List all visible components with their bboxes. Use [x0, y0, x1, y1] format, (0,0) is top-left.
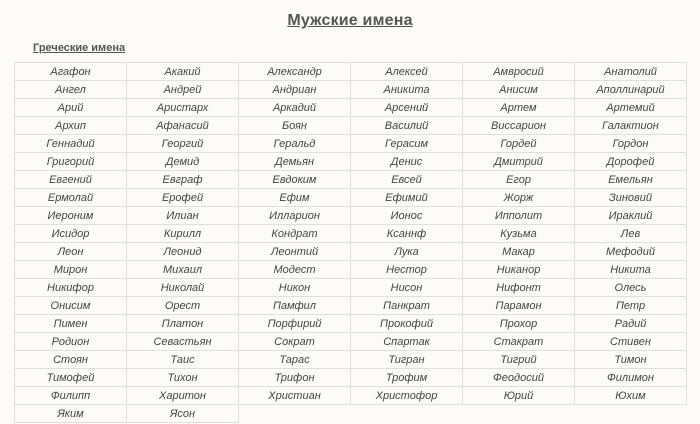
- name-cell: Панкрат: [351, 297, 463, 315]
- name-cell: Амвросий: [463, 63, 575, 81]
- name-cell: Ясон: [127, 405, 239, 423]
- name-cell: Юрий: [463, 387, 575, 405]
- name-cell: Евграф: [127, 171, 239, 189]
- table-row: [15, 153, 687, 171]
- name-cell: Нисон: [351, 279, 463, 297]
- name-cell: Леонид: [127, 243, 239, 261]
- name-cell: Григорий: [15, 153, 127, 171]
- name-cell: Георгий: [127, 135, 239, 153]
- name-cell: Кондрат: [239, 225, 351, 243]
- name-cell: Аникита: [351, 81, 463, 99]
- name-cell: Трифон: [239, 369, 351, 387]
- name-cell: Геннадий: [15, 135, 127, 153]
- name-cell: Андриан: [239, 81, 351, 99]
- name-cell: Спартак: [351, 333, 463, 351]
- table-row: [15, 369, 687, 387]
- names-table-body: [15, 63, 687, 423]
- table-row: [15, 63, 687, 81]
- name-cell: Николай: [127, 279, 239, 297]
- name-cell: Никанор: [463, 261, 575, 279]
- name-cell: Гордей: [463, 135, 575, 153]
- table-row: [15, 333, 687, 351]
- name-cell: Ионос: [351, 207, 463, 225]
- name-cell: Ерофей: [127, 189, 239, 207]
- table-row: [15, 117, 687, 135]
- name-cell: Герасим: [351, 135, 463, 153]
- name-cell: Прокофий: [351, 315, 463, 333]
- name-cell: Севастьян: [127, 333, 239, 351]
- name-cell: Аполлинарий: [575, 81, 687, 99]
- name-cell: Кирилл: [127, 225, 239, 243]
- name-cell: Таис: [127, 351, 239, 369]
- name-cell: Мирон: [15, 261, 127, 279]
- name-cell: Аристарх: [127, 99, 239, 117]
- name-cell: Леонтий: [239, 243, 351, 261]
- name-cell: Христофор: [351, 387, 463, 405]
- name-cell: Тигран: [351, 351, 463, 369]
- name-cell: Никита: [575, 261, 687, 279]
- name-cell: Ипполит: [463, 207, 575, 225]
- name-cell: Тарас: [239, 351, 351, 369]
- name-cell: Лев: [575, 225, 687, 243]
- table-row: [15, 279, 687, 297]
- name-cell: Афанасий: [127, 117, 239, 135]
- name-cell: Евдоким: [239, 171, 351, 189]
- names-table: [14, 62, 687, 423]
- name-cell: Акакий: [127, 63, 239, 81]
- name-cell: Аркадий: [239, 99, 351, 117]
- name-cell: Лука: [351, 243, 463, 261]
- name-cell: Александр: [239, 63, 351, 81]
- name-cell: Тигрий: [463, 351, 575, 369]
- name-cell: Егор: [463, 171, 575, 189]
- name-cell: Илиан: [127, 207, 239, 225]
- table-row: [15, 171, 687, 189]
- name-cell: Ангел: [15, 81, 127, 99]
- name-cell: Мефодий: [575, 243, 687, 261]
- name-cell: Никон: [239, 279, 351, 297]
- name-cell: Порфирий: [239, 315, 351, 333]
- name-cell: Анисим: [463, 81, 575, 99]
- table-row: [15, 207, 687, 225]
- name-cell: Стакрат: [463, 333, 575, 351]
- table-row: [15, 243, 687, 261]
- name-cell: Илларион: [239, 207, 351, 225]
- name-cell: Демьян: [239, 153, 351, 171]
- name-cell: Радий: [575, 315, 687, 333]
- name-cell: Евсей: [351, 171, 463, 189]
- empty-cell: [463, 405, 575, 423]
- name-cell: Христиан: [239, 387, 351, 405]
- table-row: [15, 99, 687, 117]
- name-cell: Онисим: [15, 297, 127, 315]
- name-cell: Жорж: [463, 189, 575, 207]
- page-title: Мужские имена: [287, 12, 413, 29]
- name-cell: Иероним: [15, 207, 127, 225]
- name-cell: Нифонт: [463, 279, 575, 297]
- name-cell: Арий: [15, 99, 127, 117]
- table-row: [15, 189, 687, 207]
- name-cell: Демид: [127, 153, 239, 171]
- name-cell: Пимен: [15, 315, 127, 333]
- empty-cell: [351, 405, 463, 423]
- name-cell: Харитон: [127, 387, 239, 405]
- name-cell: Прохор: [463, 315, 575, 333]
- name-cell: Памфил: [239, 297, 351, 315]
- table-row: [15, 297, 687, 315]
- name-cell: Дмитрий: [463, 153, 575, 171]
- name-cell: Ксаннф: [351, 225, 463, 243]
- name-cell: Трофим: [351, 369, 463, 387]
- name-cell: Олесь: [575, 279, 687, 297]
- name-cell: Василий: [351, 117, 463, 135]
- name-cell: Макар: [463, 243, 575, 261]
- name-cell: Платон: [127, 315, 239, 333]
- name-cell: Яким: [15, 405, 127, 423]
- name-cell: Парамон: [463, 297, 575, 315]
- name-cell: Никифор: [15, 279, 127, 297]
- name-cell: Филипп: [15, 387, 127, 405]
- name-cell: Арсений: [351, 99, 463, 117]
- name-cell: Орест: [127, 297, 239, 315]
- name-cell: Сократ: [239, 333, 351, 351]
- empty-cell: [575, 405, 687, 423]
- name-cell: Архип: [15, 117, 127, 135]
- empty-cell: [239, 405, 351, 423]
- name-cell: Модест: [239, 261, 351, 279]
- name-cell: Кузьма: [463, 225, 575, 243]
- name-cell: Алексей: [351, 63, 463, 81]
- name-cell: Ефимий: [351, 189, 463, 207]
- name-cell: Ермолай: [15, 189, 127, 207]
- name-cell: Артем: [463, 99, 575, 117]
- name-cell: Виссарион: [463, 117, 575, 135]
- section-title-link[interactable]: Греческие имена: [33, 42, 126, 54]
- table-row: [15, 387, 687, 405]
- name-cell: Галактион: [575, 117, 687, 135]
- name-cell: Агафон: [15, 63, 127, 81]
- name-cell: Артемий: [575, 99, 687, 117]
- name-cell: Андрей: [127, 81, 239, 99]
- table-row: [15, 315, 687, 333]
- name-cell: Ефим: [239, 189, 351, 207]
- table-row: [15, 405, 687, 423]
- name-cell: Тихон: [127, 369, 239, 387]
- name-cell: Дорофей: [575, 153, 687, 171]
- table-row: [15, 135, 687, 153]
- name-cell: Нестор: [351, 261, 463, 279]
- table-row: [15, 81, 687, 99]
- name-cell: Тимон: [575, 351, 687, 369]
- name-cell: Стоян: [15, 351, 127, 369]
- name-cell: Филимон: [575, 369, 687, 387]
- name-cell: Феодосий: [463, 369, 575, 387]
- table-row: [15, 225, 687, 243]
- name-cell: Стивен: [575, 333, 687, 351]
- name-cell: Родион: [15, 333, 127, 351]
- name-cell: Евгений: [15, 171, 127, 189]
- name-cell: Исидор: [15, 225, 127, 243]
- name-cell: Леон: [15, 243, 127, 261]
- table-row: [15, 261, 687, 279]
- name-cell: Денис: [351, 153, 463, 171]
- name-cell: Анатолий: [575, 63, 687, 81]
- name-cell: Емельян: [575, 171, 687, 189]
- name-cell: Ираклий: [575, 207, 687, 225]
- name-cell: Боян: [239, 117, 351, 135]
- table-row: [15, 351, 687, 369]
- name-cell: Михаил: [127, 261, 239, 279]
- name-cell: Зиновий: [575, 189, 687, 207]
- name-cell: Гордон: [575, 135, 687, 153]
- name-cell: Юхим: [575, 387, 687, 405]
- name-cell: Петр: [575, 297, 687, 315]
- name-cell: Тимофей: [15, 369, 127, 387]
- name-cell: Геральд: [239, 135, 351, 153]
